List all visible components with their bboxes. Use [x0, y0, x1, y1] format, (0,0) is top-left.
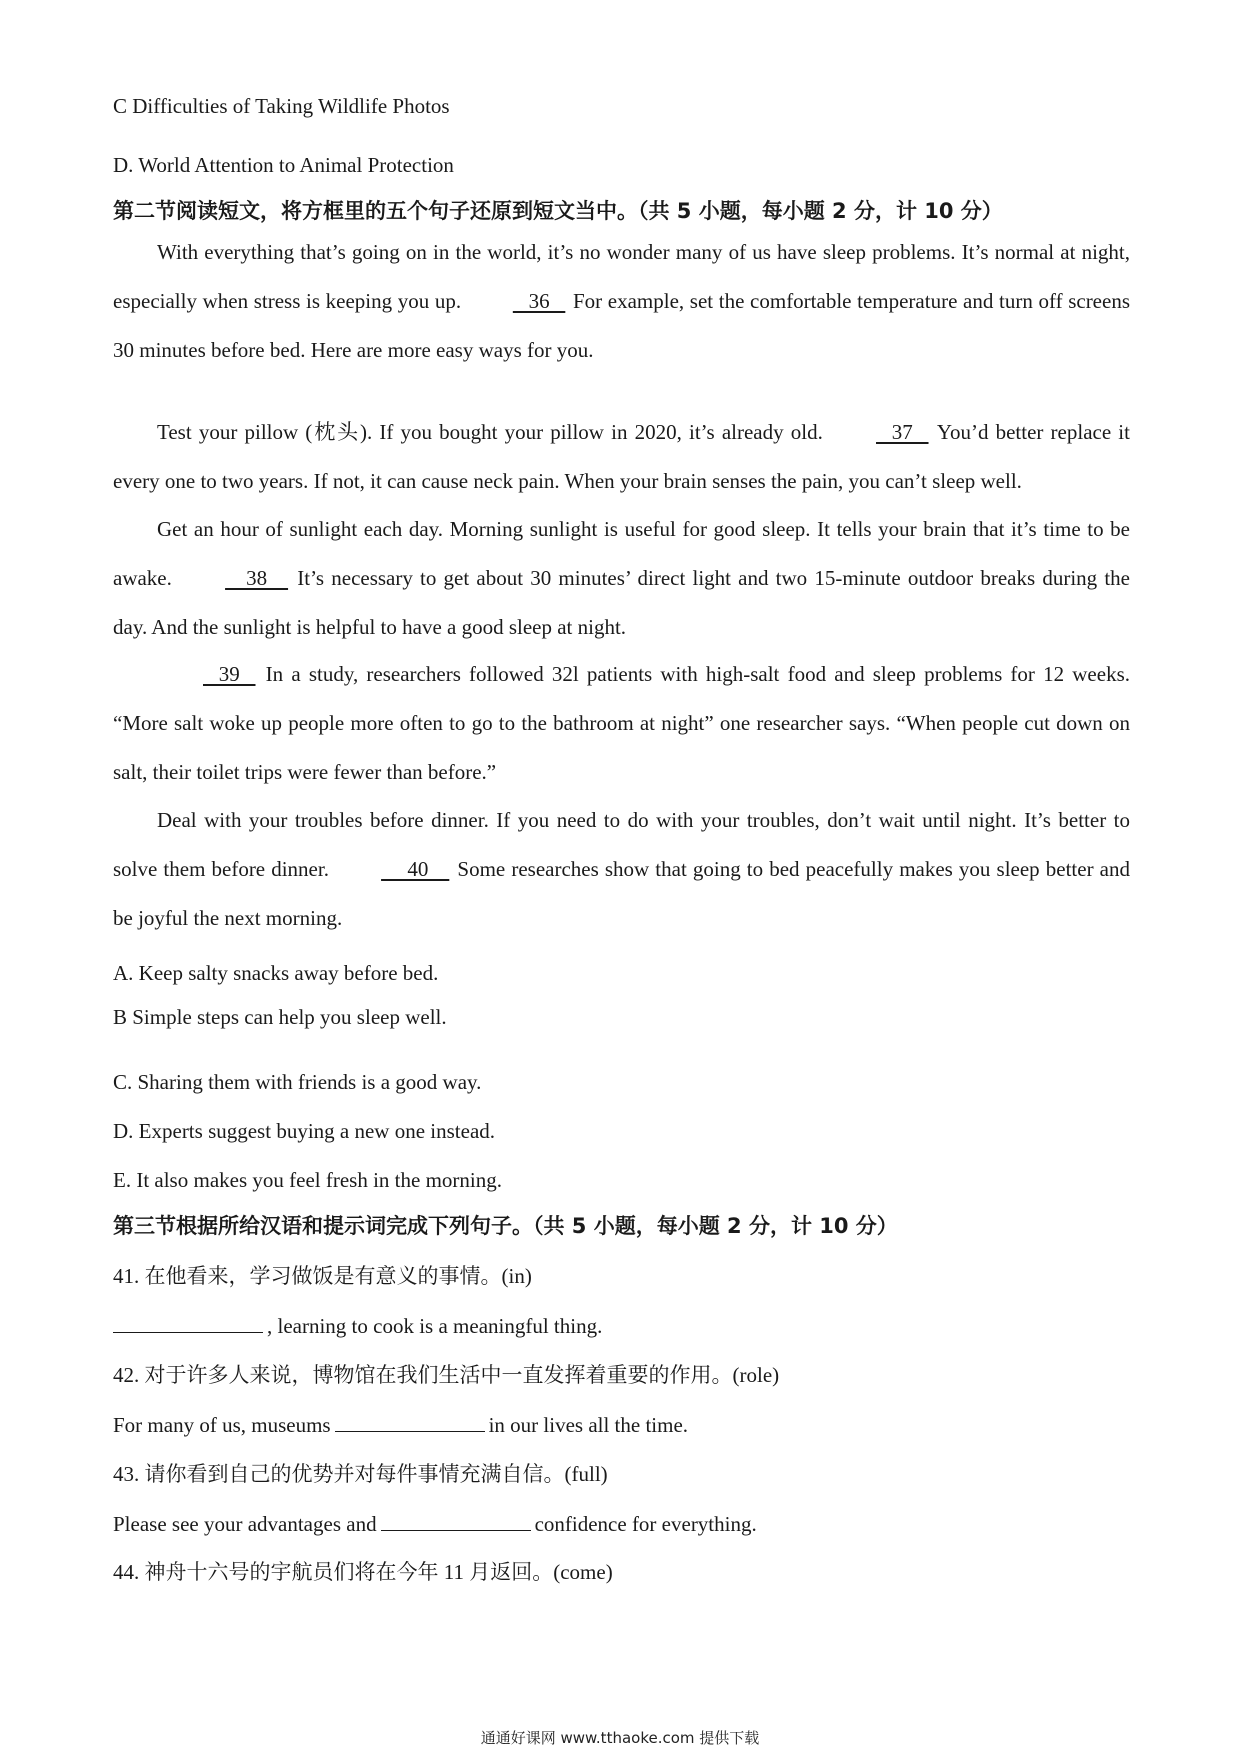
paragraph-1 [113, 228, 1130, 375]
blank-40: 40 [381, 857, 450, 881]
question-42-answer-text-a: For many of us, museums [113, 1413, 331, 1437]
paragraph-5-text-a: Deal with your troubles before dinner. If you need to do with your troubles, don’t wait until night. It’s better to solve them before dinner. [113, 808, 1130, 881]
paragraph-1-text-b: For example, set the comfortable temperature and turn off screens 30 minutes before bed. Here are more easy ways for you. [113, 289, 1130, 362]
question-43-answer-line [113, 1510, 757, 1538]
question-42-answer-line [113, 1411, 688, 1439]
question-42-answer-text-b: in our lives all the time. [488, 1413, 689, 1437]
page-footer: 通通好课网 www.tthaoke.com 提供下载 [480, 1729, 760, 1747]
answer-blank-42[interactable] [335, 1411, 485, 1432]
paragraph-4 [113, 650, 1130, 797]
paragraph-5 [113, 796, 1130, 943]
option-c-prev: C Difficulties of Taking Wildlife Photos [113, 94, 450, 118]
paragraph-4-text-b: In a study, researchers followed 32l patients with high-salt food and sleep problems for 12 weeks. “More salt woke up people more often to go to the bathroom at night” one researcher says. “When people cut down on salt, their toilet trips were fewer than before.” [113, 662, 1130, 784]
answer-blank-41[interactable] [113, 1312, 263, 1333]
question-43-answer-text-b: confidence for everything. [534, 1512, 757, 1536]
answer-blank-43[interactable] [381, 1510, 531, 1531]
question-41-answer-text: , learning to cook is a meaningful thing. [267, 1314, 603, 1338]
section3-heading: 第三节根据所给汉语和提示词完成下列句子。（共 5 小题，每小题 2 分，计 10 分） [113, 1214, 898, 1238]
paragraph-3-text-a: Get an hour of sunlight each day. Morning sunlight is useful for good sleep. It tells your brain that it’s time to be awake. [113, 517, 1130, 590]
option-c: C. Sharing them with friends is a good way. [113, 1070, 482, 1094]
paragraph-1-text-a: With everything that’s going on in the world, it’s no wonder many of us have sleep problems. It’s normal at night, especially when stress is keeping you up. [113, 240, 1130, 313]
question-43-prompt: 43. 请你看到自己的优势并对每件事情充满自信。(full) [113, 1462, 608, 1486]
paragraph-3 [113, 505, 1130, 652]
paragraph-2-text-b: You’d better replace it every one to two years. If not, it can cause neck pain. When your brain senses the pain, you can’t sleep well. [113, 420, 1130, 493]
blank-36: 36 [512, 289, 566, 313]
question-41-answer-line [113, 1312, 602, 1340]
option-a: A. Keep salty snacks away before bed. [113, 961, 439, 985]
option-b: B Simple steps can help you sleep well. [113, 1005, 447, 1029]
blank-38: 38 [225, 566, 289, 590]
option-d: D. Experts suggest buying a new one instead. [113, 1119, 496, 1143]
question-43-answer-text-a: Please see your advantages and [113, 1512, 377, 1536]
blank-37: 37 [876, 420, 929, 444]
question-41-prompt: 41. 在他看来，学习做饭是有意义的事情。(in) [113, 1264, 532, 1288]
paragraph-3-text-b: It’s necessary to get about 30 minutes’ direct light and two 15-minute outdoor breaks during the day. And the sunlight is helpful to have a good sleep at night. [113, 566, 1130, 639]
section2-heading: 第二节阅读短文，将方框里的五个句子还原到短文当中。（共 5 小题，每小题 2 分，计 10 分） [113, 199, 1003, 223]
paragraph-2-text-a: Test your pillow (枕头). If you bought your pillow in 2020, it’s already old. [157, 420, 831, 444]
paragraph-2 [113, 408, 1130, 506]
option-e: E. It also makes you feel fresh in the morning. [113, 1168, 502, 1192]
question-42-prompt: 42. 对于许多人来说，博物馆在我们生活中一直发挥着重要的作用。(role) [113, 1363, 780, 1387]
question-44-prompt: 44. 神舟十六号的宇航员们将在今年 11 月返回。(come) [113, 1560, 613, 1584]
blank-39: 39 [203, 662, 256, 686]
option-d-prev: D. World Attention to Animal Protection [113, 153, 454, 177]
paragraph-5-text-b: Some researches show that going to bed peacefully makes you sleep better and be joyful the next morning. [113, 857, 1130, 930]
